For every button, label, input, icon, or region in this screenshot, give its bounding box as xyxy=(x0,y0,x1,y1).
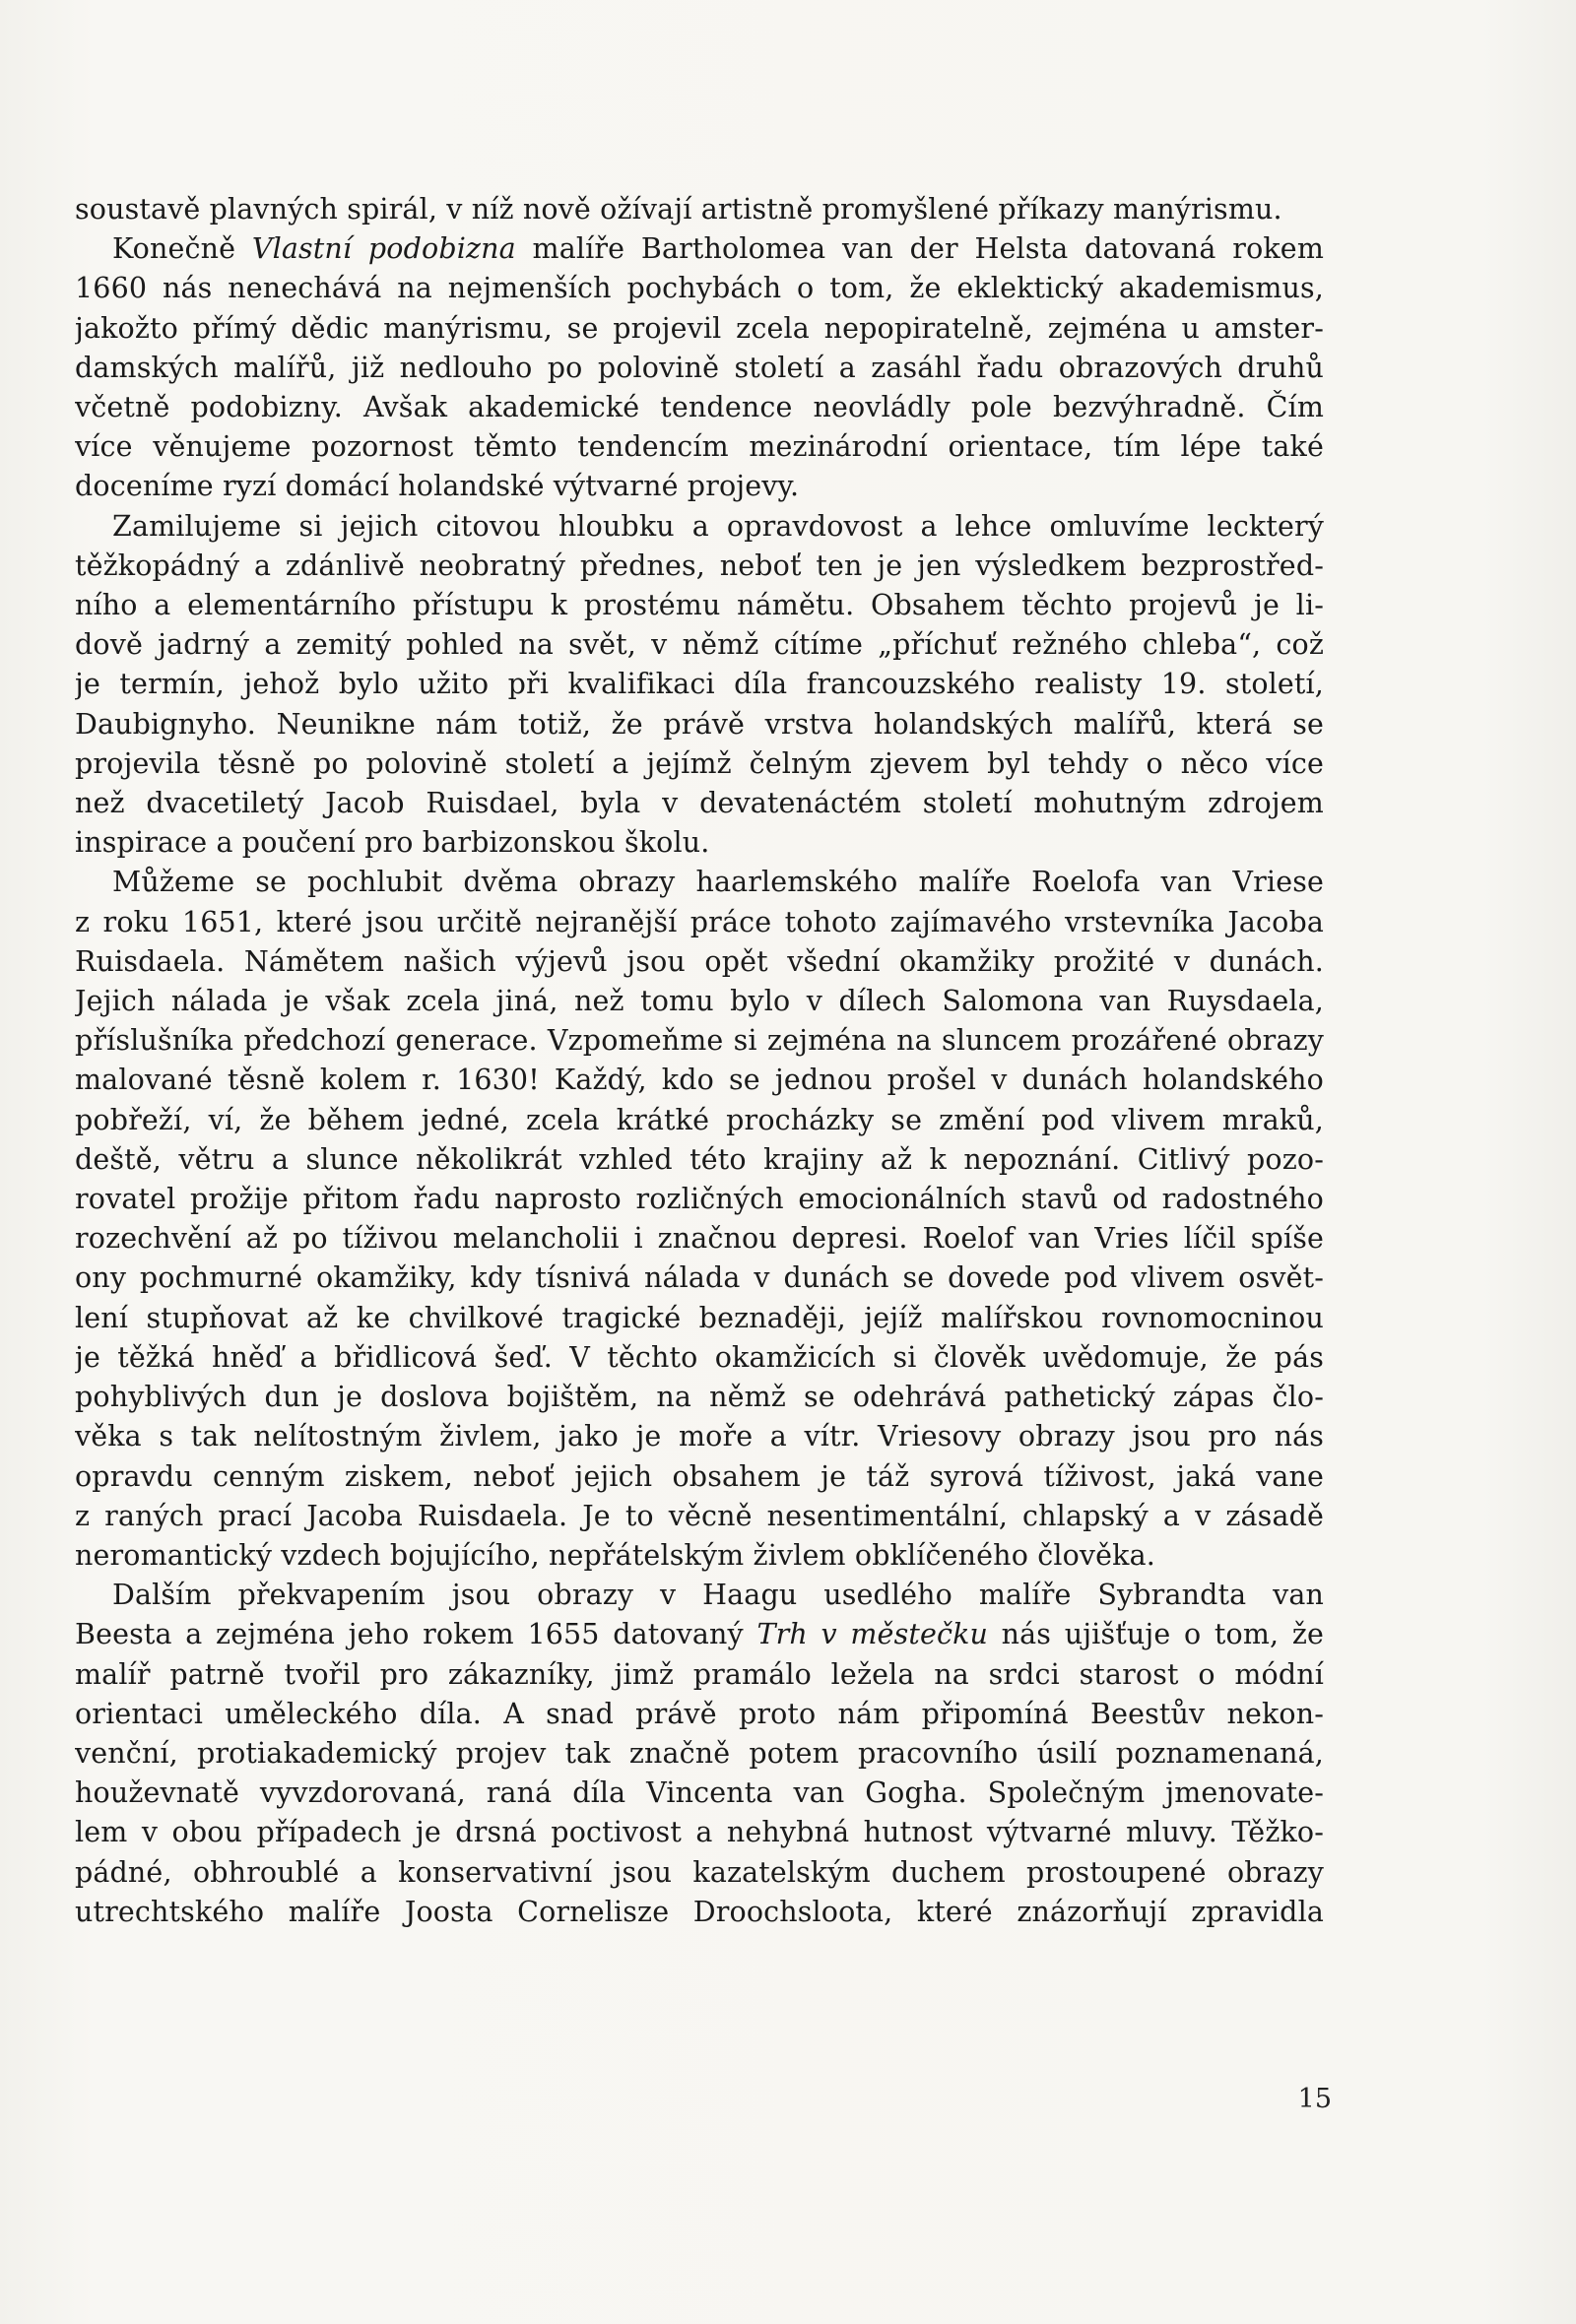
paragraph xyxy=(75,1576,1324,1932)
text-line: venční, protiakademický projev tak značně potem pracovního úsilí poznamenaná, xyxy=(75,1736,1324,1770)
text-line: ního a elementárního přístupu k prostému námětu. Obsahem těchto projevů je li- xyxy=(75,589,1324,622)
text-line: projevila těsně po polovině století a jejímž čelným zjevem byl tehdy o něco více xyxy=(75,746,1324,780)
text-line: Zamilujeme si jejich citovou hloubku a opravdovost a lehce omluvíme leckterý xyxy=(112,509,1324,543)
text-line: příslušníka předchozí generace. Vzpomeňme si zejména na sluncem prozářené obrazy xyxy=(75,1024,1324,1058)
italic-title: Vlastní podobizna xyxy=(251,232,516,266)
text-line: věka s tak nelítostným živlem, jako je moře a vítr. Vriesovy obrazy jsou pro nás xyxy=(75,1420,1324,1453)
text-line: ony pochmurné okamžiky, kdy tísnivá nálada v dunách se dovede pod vlivem osvět- xyxy=(75,1261,1324,1295)
text-line: soustavě plavných spirál, v níž nově ožívají artistně promyšlené příkazy manýrismu. xyxy=(75,193,1282,226)
paragraph xyxy=(75,863,1324,1576)
text-line: jakožto přímý dědic manýrismu, se projevil zcela nepopiratelně, zejména u amster- xyxy=(75,311,1324,345)
text-line: neromantický vzdech bojujícího, nepřátelským živlem obklíčeného člověka. xyxy=(75,1538,1155,1572)
text-line: lem v obou případech je drsná poctivost a nehybná hutnost výtvarné mluvy. Těžko- xyxy=(75,1816,1324,1849)
text-line: Můžeme se pochlubit dvěma obrazy haarlemského malíře Roelofa van Vriese xyxy=(112,866,1324,899)
paragraph xyxy=(75,507,1324,864)
text-line: Dalším překvapením jsou obrazy v Haagu usedlého malíře Sybrandta van xyxy=(112,1579,1324,1612)
text-line: rozechvění až po tíživou melancholii i značnou depresi. Roelof van Vries líčil spíše xyxy=(75,1222,1324,1256)
italic-title: Trh v městečku xyxy=(756,1618,989,1651)
text-line: je termín, jehož bylo užito při kvalifikaci díla francouzského realisty 19. století, xyxy=(75,668,1324,701)
text-line: doceníme ryzí domácí holandské výtvarné projevy. xyxy=(75,470,800,503)
text-line: z roku 1651, které jsou určitě nejranější práce tohoto zajímavého vrstevníka Jacoba xyxy=(75,905,1324,938)
text-line: houževnatě vyvzdorovaná, raná díla Vincenta van Gogha. Společným jmenovate- xyxy=(75,1776,1324,1810)
text-line: rovatel prožije přitom řadu naprosto rozličných emocionálních stavů od radostného xyxy=(75,1183,1324,1216)
text-line: Ruisdaela. Námětem našich výjevů jsou opět všední okamžiky prožité v dunách. xyxy=(75,944,1324,978)
text-line: těžkopádný a zdánlivě neobratný přednes, neboť ten je jen výsledkem bezprostřed- xyxy=(75,549,1324,582)
text-line: 1660 nás nenechává na nejmenších pochybách o tom, že eklektický akademismus, xyxy=(75,272,1324,305)
text-line: pohyblivých dun je doslova bojištěm, na němž se odehrává pathetický zápas člo- xyxy=(75,1381,1324,1414)
text-line: více věnujeme pozornost těmto tendencím mezinárodní orientace, tím lépe také xyxy=(75,430,1324,464)
text-line: je těžká hněď a břidlicová šeď. V těchto okamžicích si člověk uvědomuje, že pás xyxy=(75,1340,1324,1374)
text-line: Jejich nálada je však zcela jiná, než tomu bylo v dílech Salomona van Ruysdaela, xyxy=(75,985,1324,1018)
text-line: včetně podobizny. Avšak akademické tendence neovládly pole bezvýhradně. Čím xyxy=(75,391,1324,424)
text-line: utrechtského malíře Joosta Cornelisze Droochsloota, které znázorňují zpravidla xyxy=(75,1895,1324,1928)
text-line: malované těsně kolem r. 1630! Každý, kdo se jednou prošel v dunách holandského xyxy=(75,1064,1324,1097)
text-line: pádné, obhroublé a konservativní jsou kazatelským duchem prostoupené obrazy xyxy=(75,1855,1324,1889)
paragraph xyxy=(75,229,1324,506)
text-line: Konečně Vlastní podobizna malíře Bartholomea van der Helsta datovaná rokem xyxy=(112,232,1324,266)
body-text xyxy=(75,190,1324,1932)
text-line: pobřeží, ví, že během jedné, zcela krátké procházky se změní pod vlivem mraků, xyxy=(75,1103,1324,1136)
text-line: malíř patrně tvořil pro zákazníky, jimž pramálo ležela na srdci starost o módní xyxy=(75,1657,1324,1691)
text-line: damských malířů, již nedlouho po polovině století a zasáhl řadu obrazových druhů xyxy=(75,351,1324,384)
text-line: deště, větru a slunce několikrát vzhled této krajiny až k nepoznání. Citlivý pozo- xyxy=(75,1142,1324,1176)
text-line: inspirace a poučení pro barbizonskou školu. xyxy=(75,826,710,860)
text-line: Beesta a zejména jeho rokem 1655 datovaný Trh v městečku nás ujišťuje o tom, že xyxy=(75,1618,1324,1651)
text-line: z raných prací Jacoba Ruisdaela. Je to věcně nesentimentální, chlapský a v zásadě xyxy=(75,1499,1324,1532)
text-line: dově jadrný a zemitý pohled na svět, v němž cítíme „příchuť režného chleba“, což xyxy=(75,628,1324,662)
text-line: Daubignyho. Neunikne nám totiž, že právě vrstva holandských malířů, která se xyxy=(75,707,1324,741)
page-number: 15 xyxy=(1297,2084,1332,2114)
text-line: orientaci uměleckého díla. A snad právě proto nám připomíná Beestův nekon- xyxy=(75,1697,1324,1730)
paragraph xyxy=(75,190,1324,229)
text-line: než dvacetiletý Jacob Ruisdael, byla v devatenáctém století mohutným zdrojem xyxy=(75,787,1324,820)
text-line: lení stupňovat až ke chvilkové tragické beznaději, jejíž malířskou rovnomocninou xyxy=(75,1301,1324,1334)
text-line: opravdu cenným ziskem, neboť jejich obsahem je táž syrová tíživost, jaká vane xyxy=(75,1459,1324,1493)
